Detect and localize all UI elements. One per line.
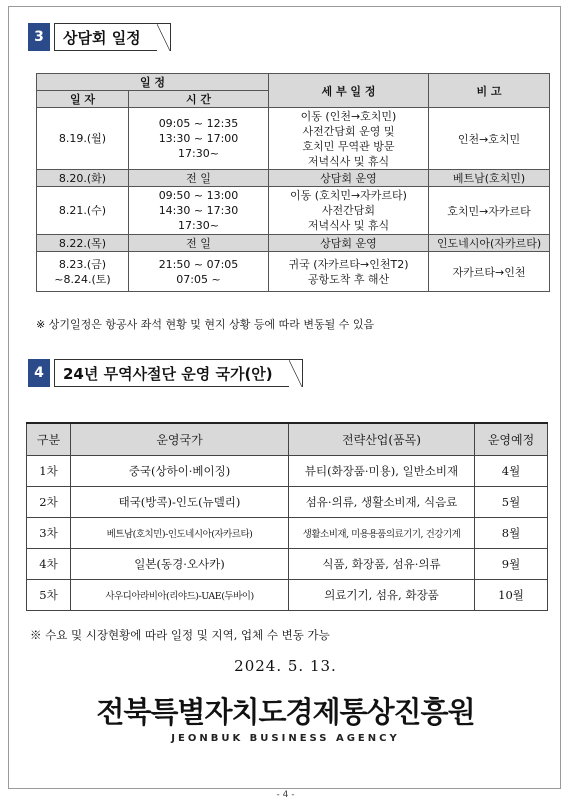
- org-name-english: JEONBUK BUSINESS AGENCY: [171, 733, 400, 744]
- nations-cell: 4월: [475, 456, 548, 487]
- nations-cell: 뷰티(화장품·미용), 일반소비재: [289, 456, 475, 487]
- document-date: 2024. 5. 13.: [234, 657, 337, 675]
- cell-line: 상담회 운영: [320, 171, 377, 185]
- nations-cell: 8월: [475, 518, 548, 549]
- nations-column-header: 운영국가: [71, 423, 289, 456]
- cell-line: 저녁식사 및 휴식: [307, 154, 390, 168]
- nations-cell: 생활소비재, 미용용품의료기기, 건강기계: [289, 518, 475, 549]
- schedule-time-cell: [129, 235, 269, 252]
- nations-cell: 사우디아라비아(리야드)-UAE(두바이): [71, 580, 289, 611]
- cell-line: 이동 (호치민→자카르타): [290, 189, 407, 202]
- nations-cell: 베트남(호치민)-인도네시아(자카르타): [71, 518, 289, 549]
- cell-line: 09:50 ~ 13:00: [158, 189, 239, 202]
- schedule-time-cell: [129, 252, 269, 292]
- schedule-detail-cell: [269, 235, 429, 252]
- nations-table: [26, 422, 548, 611]
- cell-line: 공항도착 후 해산: [307, 272, 390, 286]
- section-3-heading: [28, 23, 171, 51]
- schedule-footnote: ※ 상기일정은 항공사 좌석 현황 및 현지 상황 등에 따라 변동될 수 있음: [36, 318, 375, 331]
- cell-line: 귀국 (자카르타→인천T2): [288, 257, 409, 271]
- section-number: 4: [28, 359, 50, 387]
- nations-row: [27, 580, 548, 611]
- schedule-note-cell: 인도네시아(자카르타): [429, 235, 550, 252]
- schedule-detail-cell: [269, 187, 429, 235]
- cell-line: 이동 (인천→호치민): [300, 109, 397, 123]
- cell-line: 사전간담회 운영 및: [302, 124, 395, 138]
- section-title: 상담회 일정: [54, 23, 171, 51]
- cell-line: 사전간담회: [321, 204, 376, 217]
- schedule-date-cell: [37, 108, 129, 170]
- nations-column-header: 운영예정: [475, 423, 548, 456]
- nations-cell: 중국(상하이·베이징): [71, 456, 289, 487]
- nations-cell: 5차: [27, 580, 71, 611]
- cell-line: 전 일: [186, 171, 211, 185]
- schedule-time-cell: [129, 170, 269, 187]
- nations-cell: 5월: [475, 487, 548, 518]
- schedule-note-cell: 자카르타→인천: [429, 252, 550, 292]
- schedule-row: [37, 187, 550, 235]
- nations-cell: 태국(방콕)-인도(뉴델리): [71, 487, 289, 518]
- schedule-time-cell: [129, 187, 269, 235]
- org-logo: [0, 690, 571, 744]
- cell-line: 저녁식사 및 휴식: [307, 219, 390, 232]
- schedule-date-cell: [37, 235, 129, 252]
- schedule-note-cell: 호치민→자카르타: [429, 187, 550, 235]
- note-header: 비 고: [429, 74, 550, 108]
- schedule-row: [37, 252, 550, 292]
- cell-line: 8.23.(금): [58, 257, 107, 271]
- detail-header: 세 부 일 정: [269, 74, 429, 108]
- nations-cell: 의료기기, 섬유, 화장품: [289, 580, 475, 611]
- nations-cell: 9월: [475, 549, 548, 580]
- cell-line: 상담회 운영: [320, 236, 377, 250]
- nations-cell: 3차: [27, 518, 71, 549]
- schedule-date-cell: [37, 187, 129, 235]
- section-number: 3: [28, 23, 50, 51]
- cell-line: ~8.24.(토): [54, 272, 111, 286]
- cell-line: 전 일: [186, 236, 211, 250]
- nations-footnote: ※ 수요 및 시장현황에 따라 일정 및 지역, 업체 수 변동 가능: [30, 628, 330, 642]
- schedule-time-cell: [129, 108, 269, 170]
- cell-line: 13:30 ~ 17:00: [158, 132, 239, 145]
- section-4-heading: [28, 359, 303, 387]
- cell-line: 호치민 무역관 방문: [302, 139, 395, 153]
- cell-line: 07:05 ~: [176, 272, 221, 286]
- section-title: 24년 무역사절단 운영 국가(안): [54, 359, 303, 387]
- date-header: 일 자: [37, 91, 129, 108]
- nations-cell: 일본(동경·오사카): [71, 549, 289, 580]
- nations-cell: 4차: [27, 549, 71, 580]
- schedule-detail-cell: [269, 252, 429, 292]
- schedule-row: [37, 108, 550, 170]
- cell-line: 21:50 ~ 07:05: [158, 257, 239, 271]
- schedule-date-cell: [37, 170, 129, 187]
- schedule-row: [37, 235, 550, 252]
- schedule-row: [37, 170, 550, 187]
- nations-row: [27, 518, 548, 549]
- nations-cell: 2차: [27, 487, 71, 518]
- nations-row: [27, 487, 548, 518]
- cell-line: 17:30~: [178, 219, 219, 232]
- cell-line: 17:30~: [178, 147, 219, 160]
- schedule-detail-cell: [269, 170, 429, 187]
- page-number: - 4 -: [276, 790, 295, 800]
- schedule-note-cell: 베트남(호치민): [429, 170, 550, 187]
- cell-line: 8.22.(목): [58, 236, 107, 250]
- cell-line: 8.20.(화): [58, 171, 107, 185]
- nations-cell: 섬유·의류, 생활소비재, 식음료: [289, 487, 475, 518]
- nations-cell: 10월: [475, 580, 548, 611]
- nations-cell: 식품, 화장품, 섬유·의류: [289, 549, 475, 580]
- cell-line: 8.19.(월): [58, 132, 107, 145]
- schedule-date-cell: [37, 252, 129, 292]
- nations-cell: 1차: [27, 456, 71, 487]
- cell-line: 8.21.(수): [58, 204, 107, 217]
- time-header: 시 간: [129, 91, 269, 108]
- cell-line: 09:05 ~ 12:35: [158, 117, 239, 130]
- nations-row: [27, 456, 548, 487]
- cell-line: 14:30 ~ 17:30: [158, 204, 239, 217]
- period-header: 일 정: [37, 74, 269, 91]
- schedule-note-cell: 인천→호치민: [429, 108, 550, 170]
- nations-column-header: 전략산업(품목): [289, 423, 475, 456]
- nations-column-header: 구분: [27, 423, 71, 456]
- nations-row: [27, 549, 548, 580]
- schedule-detail-cell: [269, 108, 429, 170]
- org-name-korean: 전북특별자치도경제통상진흥원: [96, 695, 475, 729]
- schedule-table: [36, 73, 550, 292]
